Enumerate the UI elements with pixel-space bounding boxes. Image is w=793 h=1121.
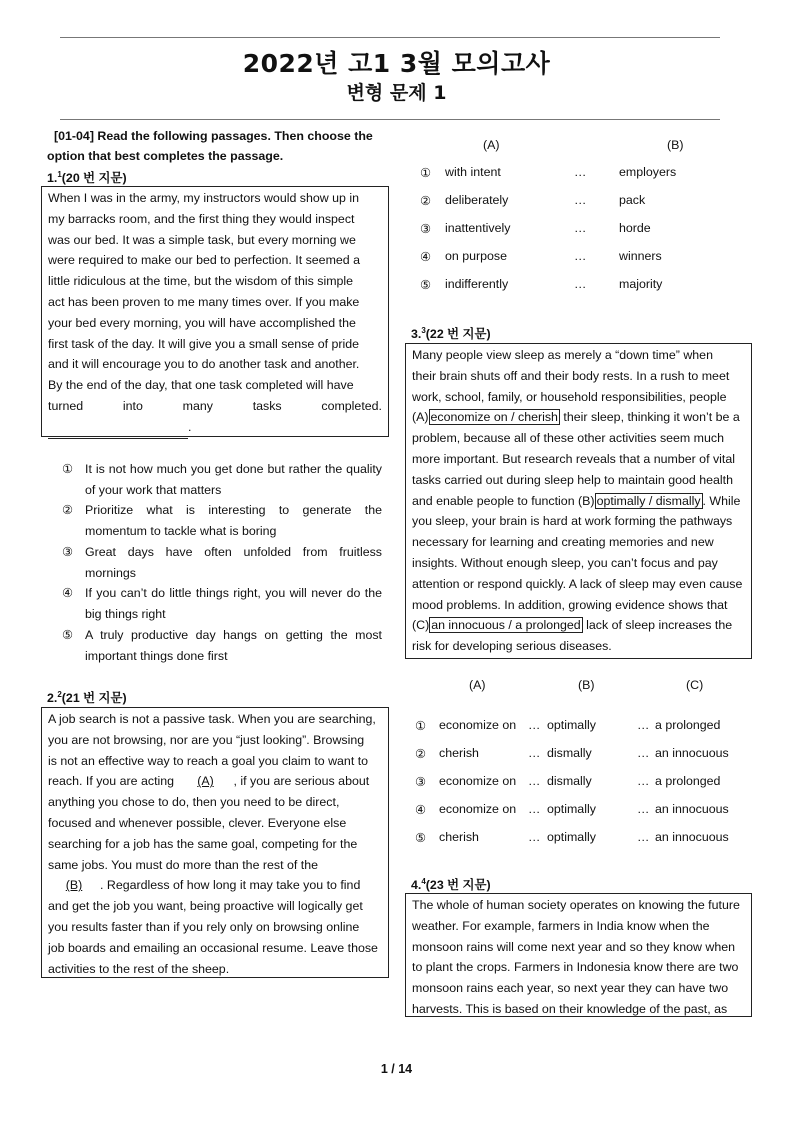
blank-a: (A) [197,774,214,789]
q2-line: you are not browsing, nor are you “just looking”. Browsing [48,732,365,747]
q2-line: anything you chose to do, then you need to be direct, [48,795,340,810]
q3-heading: 3.$^3$(22 번 지문) [411,325,491,341]
q2-line: activities to the rest of the sheep. [48,961,230,976]
q1-line: your bed every morning, you will have accomplished the [48,315,356,330]
q3-col-b: (B) [578,678,595,692]
q3-line: (A) economize on / cherish their sleep, thinking it won’t be a [412,410,740,425]
q2-line: focused and whenever possible, clever. Everyone else [48,815,347,830]
q2-option[interactable]: ④ on purpose … winners [420,249,662,264]
blank-b: (B) [65,878,83,893]
q2-line: job boards and emailing an occasional resume. Leave those [48,940,378,955]
q1-option[interactable]: ③ Great days have often unfolded from fruitless mornings [62,545,382,580]
q3-line: work, school, family, or household responsibilities, people [412,389,727,404]
q2-columns-header [0,138,793,154]
q2-line: searching for a job has the same goal, competing for the [48,836,358,851]
choice-box-a: economize on / cherish [430,410,558,425]
q3-option[interactable]: ③ economize on … dismally … a prolonged [415,774,721,789]
q3-columns-header [0,678,793,694]
q1-option[interactable]: ④ If you can’t do little things right, you will never do the big things right [62,586,382,621]
q3-line: insights. Without enough sleep, you can’t focus and pay [412,555,718,570]
q1-option[interactable]: ⑤ A truly productive day hangs on getting the most important things done first [62,628,382,663]
q4-passage-box [405,893,752,1017]
q4-heading: 4.$^4$(23 번 지문) [411,876,491,892]
q1-option[interactable]: ② Prioritize what is interesting to generate the momentum to tackle what is boring [62,503,382,538]
q3-line: their brain shuts off and their body rests. In a rush to meet [412,368,730,383]
q2-option[interactable]: ① with intent … employers [420,165,677,180]
q3-line: (C) an innocuous / a prolonged lack of sleep increases the [412,618,733,633]
q1-option[interactable]: ① It is not how much you get done but rather the quality of your work that matters [62,462,382,497]
q1-line: act has been proven to me many times over. If you make [48,294,360,309]
q3-line: risk for developing serious diseases. [412,639,612,654]
q3-line: tasks carried out during sleep help to maintain good health [412,472,733,487]
q3-option[interactable]: ① economize on … optimally … a prolonged [415,718,721,733]
q3-line: Many people view sleep as merely a “down time” when [412,348,713,362]
q1-line: was our bed. It was a simple task, but every morning we [48,232,356,247]
q3-line: attention or respond quickly. A lack of sleep may even cause [412,576,743,591]
q1-blank-line: . [48,417,382,439]
q4-line: monsoon rains each year, so next year they can have two [412,981,729,996]
q3-option[interactable]: ④ economize on … optimally … an innocuous [415,802,729,817]
q2-line: A job search is not a passive task. When you are searching, [48,712,376,726]
q1-line: little ridiculous at the time, but the wisdom of this simple [48,274,354,289]
q3-line: problem, because all of these other activities seem much [412,431,724,446]
q3-col-a: (A) [469,678,486,692]
q2-line: (B) . Regardless of how long it may take you to find [48,875,382,896]
q3-option[interactable]: ② cherish … dismally … an innocuous [415,746,729,761]
q4-line: harvests. This is based on their knowledge of the past, as [412,1001,728,1016]
q3-col-c: (C) [686,678,704,692]
header-rule [60,119,720,120]
q1-line: and it will encourage you to do another task and another. [48,357,360,372]
page-title: 2022년 고1 3월 모의고사 [242,49,551,78]
q3-line: you sleep, your brain is hard at work forming the pathways [412,514,733,529]
q1-line: When I was in the army, my instructors would show up in [48,191,360,205]
q1-line: first task of the day. It will give you a small sense of pride [48,336,360,351]
top-rule [60,37,720,38]
q2-option[interactable]: ② deliberately … pack [420,193,646,208]
q1-line: turned into many tasks completed. [48,398,382,413]
q1-line: my barracks room, and the first thing they would inspect [48,211,355,226]
page-number: 1 / 14 [380,1062,413,1076]
page-subtitle: 변형 문제 1 [346,82,447,104]
q2-option[interactable]: ⑤ indifferently … majority [420,277,663,292]
q3-line: and enable people to function (B) optimally / dismally . While [412,493,741,508]
q2-line: is not an effective way to reach a goal you claim to want to [48,753,369,768]
q2-option[interactable]: ③ inattentively … horde [420,221,651,236]
q1-line: were required to make our bed to perfection. It seemed a [48,253,361,268]
q3-option[interactable]: ⑤ cherish … optimally … an innocuous [415,830,729,845]
choice-box-c: an innocuous / a prolonged [431,618,581,633]
q3-line: more important. But research reveals that a number of vital [412,451,735,466]
q1-heading: 1.$^1$(20 번 지문) [47,169,127,185]
choice-box-b: optimally / dismally [596,493,701,508]
q1-line: By the end of the day, that one task completed will have [48,378,354,393]
q2-line: reach. If you are acting (A) , if you are serious about [48,771,382,792]
q2-col-a: (A) [483,138,500,152]
q4-line: The whole of human society operates on knowing the future [412,898,740,912]
q2-line: you results faster than if you rely only on browsing online [48,919,360,934]
q2-heading: 2.$^2$(21 번 지문) [47,689,127,705]
instructions: [01-04] Read the following passages. Then choose the option that best completes the passage. [47,129,373,163]
q3-line: mood problems. In addition, growing evidence shows that [412,597,728,612]
q4-line: weather. For example, farmers in India know when the [412,918,710,933]
q3-line: necessary for learning and creating memories and new [412,535,714,550]
q4-line: to plant the crops. Farmers in Indonesia know there are two [412,960,739,975]
q4-line: monsoon rains will come next year and so they know when [412,939,736,954]
q2-line: same jobs. You must do more than the rest of the [48,857,318,872]
q2-line: and get the job you want, being proactive will logically get [48,899,363,914]
q2-col-b: (B) [667,138,684,152]
q3-passage-box [405,343,752,659]
